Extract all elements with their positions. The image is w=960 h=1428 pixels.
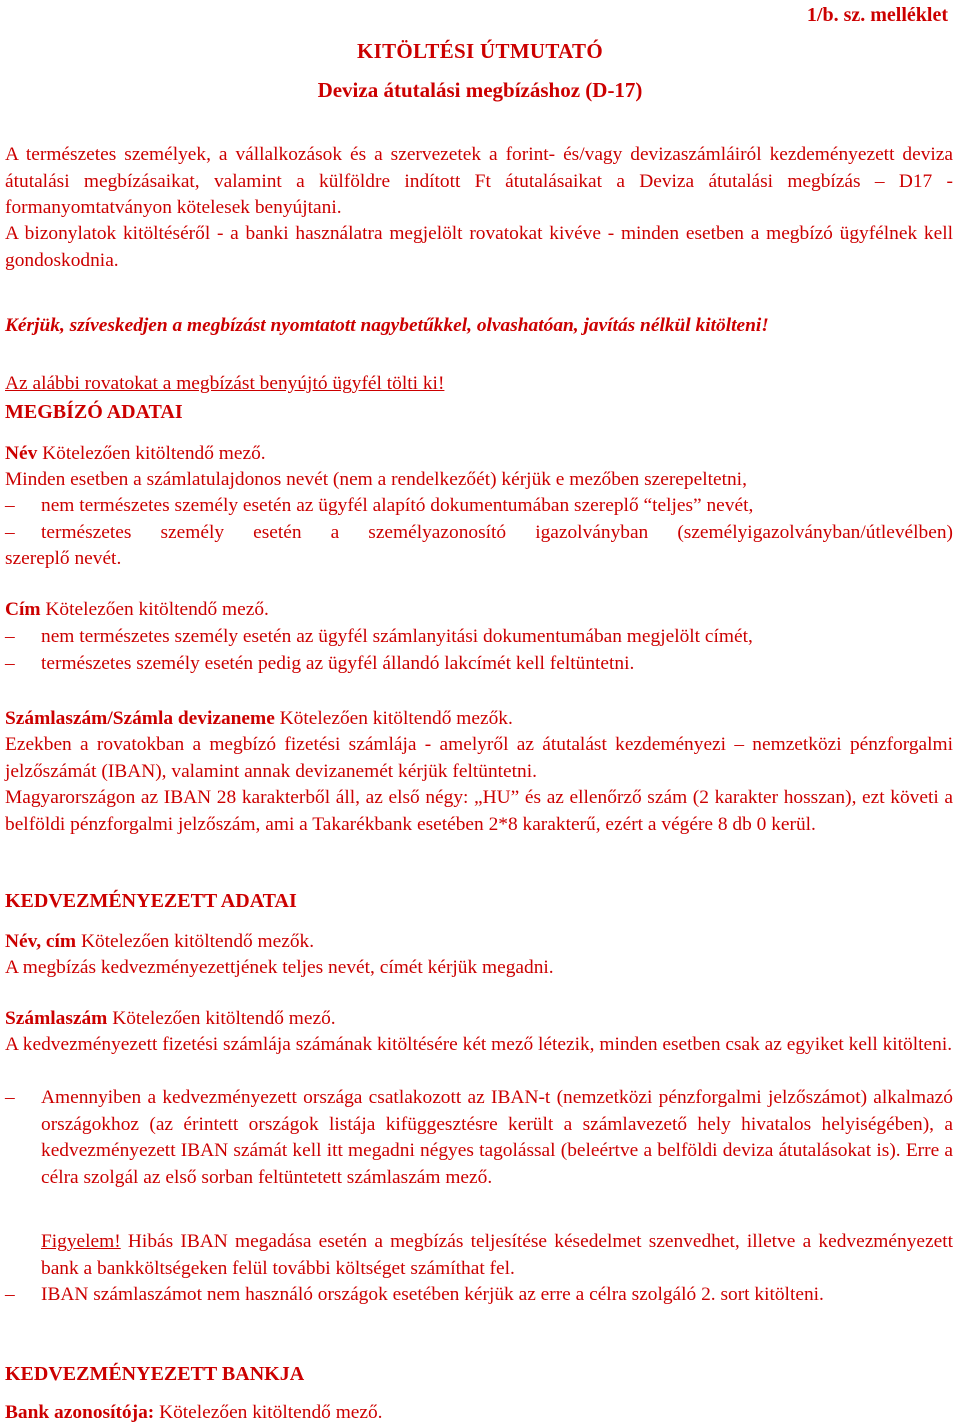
dash-bullet-icon: – xyxy=(5,1087,15,1108)
page-title: KITÖLTÉSI ÚTMUTATÓ xyxy=(357,39,603,63)
required-note: Kötelezően kitöltendő mezők. xyxy=(80,931,315,952)
field-label: Számlaszám/Számla devizaneme xyxy=(5,708,275,729)
required-note: Kötelezően kitöltendő mező. xyxy=(45,599,269,620)
account-instruction: Ezekben a rovatokban a megbízó fizetési számlája - amelyről az átutalást kezdeményezi – nemzetközi pénzforgalmi jelzőszámát (IBAN), valamint annak devizanemét kérjük feltüntetni. xyxy=(5,734,953,782)
required-note: Kötelezően kitöltendő mező. xyxy=(42,443,266,464)
section-heading-principal: MEGBÍZÓ ADATAI xyxy=(5,401,183,423)
field-name-principal xyxy=(5,441,953,468)
beneficiary-account-instruction: A kedvezményezett fizetési számlája számának kitöltésére két mező létezik, minden esetben csak az egyiket kell kitölteni. xyxy=(5,1034,953,1055)
request-notice: Kérjük, szíveskedjen a megbízást nyomtatott nagybetűkkel, olvashatóan, javítás nélkül kitölteni! xyxy=(5,315,769,336)
dash-bullet-icon: – xyxy=(5,495,15,516)
intro-responsibility: A bizonylatok kitöltéséről - a banki használatra megjelölt rovatokat kivéve - minden esetben a megbízó ügyfélnek kell gondoskodnia. xyxy=(5,223,953,271)
field-account-principal xyxy=(5,706,953,733)
field-account-beneficiary xyxy=(5,1006,953,1033)
beneficiary-name-instruction: A megbízás kedvezményezettjének teljes nevét, címét kérjük megadni. xyxy=(5,957,554,978)
required-note: Kötelezően kitöltendő mezők. xyxy=(279,708,513,729)
field-label: Számlaszám xyxy=(5,1008,108,1029)
dash-bullet-icon: – xyxy=(5,626,15,647)
field-label: Bank azonosítója: xyxy=(5,1402,155,1423)
annex-label: 1/b. sz. melléklet xyxy=(806,4,948,26)
field-address-principal xyxy=(5,597,953,624)
intro-paragraph: A természetes személyek, a vállalkozások és a szervezetek a forint- és/vagy devizaszámláiról kezdeményezett deviza átutalási megbízásaikat, valamint a külföldre indított Ft átutalásaikat a Deviza átutalási megbízás – D17 - formanyomtatványon kötelesek benyújtani. xyxy=(5,144,953,218)
dash-bullet-icon: – xyxy=(5,653,15,674)
iban-explanation: Magyarországon az IBAN 28 karakterből áll, az első négy: „HU” és az ellenőrző szám (2 karakter hosszan), ezt követi a belföldi pénzforgalmi jelzőszám, ami a Takarékbank esetében 2*8 karakterű, ezért a végére 8 db 0 kerül. xyxy=(5,787,953,835)
name-tail: szereplő nevét. xyxy=(5,548,122,569)
section-heading-beneficiary: KEDVEZMÉNYEZETT ADATAI xyxy=(5,890,297,912)
client-fills-notice: Az alábbi rovatokat a megbízást benyújtó ügyfél tölti ki! xyxy=(5,373,445,394)
required-note: Kötelezően kitöltendő mező. xyxy=(112,1008,336,1029)
field-label: Név, cím xyxy=(5,931,77,952)
dash-bullet-icon: – xyxy=(5,1284,15,1305)
field-label: Cím xyxy=(5,599,41,620)
field-label: Név xyxy=(5,443,38,464)
page-subtitle: Deviza átutalási megbízáshoz (D-17) xyxy=(317,78,643,102)
field-name-address-beneficiary xyxy=(5,929,953,956)
attention-text: Hibás IBAN megadása esetén a megbízás teljesítése késedelmet szenvedhet, illetve a kedvezményezett bank a bankköltségeken felül további költséget számíthat fel. xyxy=(41,1231,953,1279)
required-note: Kötelezően kitöltendő mező. xyxy=(159,1402,383,1423)
name-instruction: Minden esetben a számlatulajdonos nevét (nem a rendelkezőét) kérjük e mezőben szerepeltetni, xyxy=(5,469,747,490)
attention-label: Figyelem! xyxy=(41,1231,121,1252)
section-heading-beneficiary-bank: KEDVEZMÉNYEZETT BANKJA xyxy=(5,1363,305,1385)
field-bank-id xyxy=(5,1400,953,1427)
dash-bullet-icon: – xyxy=(5,522,15,543)
